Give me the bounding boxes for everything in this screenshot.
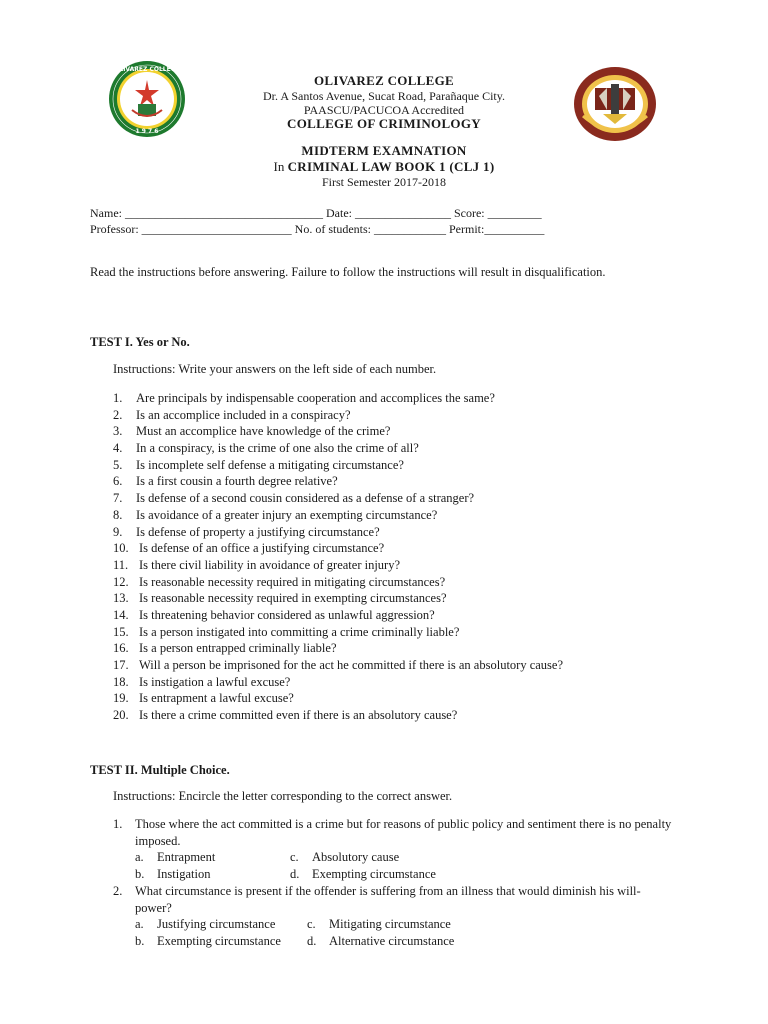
question-text: Will a person be imprisoned for the act he committed if there is an absolutory cause? [139, 658, 564, 672]
general-instructions: Read the instructions before answering. Failure to follow the instructions will result in disqualification. [90, 265, 606, 279]
test2-question [113, 816, 683, 883]
test1-question [113, 390, 563, 407]
test1-question [113, 540, 563, 557]
answer-choice[interactable] [135, 933, 307, 950]
question-number: 5. [113, 457, 123, 472]
test1-question [113, 524, 563, 541]
test1-question [113, 457, 563, 474]
accreditation: PAASCU/PACUCOA Accredited [303, 103, 465, 117]
question-number: 9. [113, 524, 123, 539]
question-text: Is instigation a lawful excuse? [139, 674, 291, 689]
choice-text: Alternative circumstance [329, 933, 455, 948]
question-number: 3. [113, 424, 123, 439]
question-number: 8. [113, 507, 123, 522]
test2-question-list [113, 816, 683, 950]
question-text: Are principals by indispensable cooperation and accomplices the same? [136, 391, 495, 405]
svg-text:1 9 7 6: 1 9 7 6 [135, 128, 159, 135]
question-number: 14. [113, 607, 129, 622]
semester: First Semester 2017-2018 [322, 175, 446, 189]
question-text: Is avoidance of a greater injury an exempting circumstance? [136, 507, 438, 522]
test1-question [113, 507, 563, 524]
test1-question [113, 473, 563, 490]
question-number: 2. [113, 407, 123, 422]
question-text: Is threatening behavior considered as unlawful aggression? [139, 607, 435, 622]
answer-choice[interactable] [307, 916, 517, 933]
question-text: Is a person instigated into committing a crime criminally liable? [139, 624, 460, 639]
college-name: OLIVAREZ COLLEGE [313, 73, 455, 88]
student-info-line: Name: _________________________________ Date: ________________ Score: _________ [90, 206, 542, 220]
question-number: 2. [113, 883, 123, 898]
test1-question [113, 690, 563, 707]
test1-question [113, 674, 563, 691]
test1-instructions: Instructions: Write your answers on the left side of each number. [113, 362, 437, 376]
choice-letter: b. [135, 933, 145, 948]
answer-choice[interactable] [290, 866, 500, 883]
test1-question [113, 640, 563, 657]
test1-title: TEST I. Yes or No. [90, 335, 190, 349]
test1-question [113, 407, 563, 424]
choice-letter: c. [307, 917, 316, 932]
choice-text: Justifying circumstance [157, 917, 276, 932]
choice-letter: d. [290, 867, 300, 882]
question-number: 6. [113, 474, 123, 489]
answer-choices [135, 849, 683, 882]
question-text: Is there civil liability in avoidance of greater injury? [139, 557, 401, 572]
answer-choices [135, 916, 683, 949]
question-text: Must an accomplice have knowledge of the crime? [136, 424, 391, 439]
olivarez-college-seal-logo [108, 60, 186, 138]
question-number: 13. [113, 591, 129, 606]
question-number: 20. [113, 708, 129, 723]
test2-title: TEST II. Multiple Choice. [90, 763, 230, 777]
choice-letter: c. [290, 850, 299, 865]
test1-question [113, 707, 563, 724]
test1-question [113, 557, 563, 574]
choice-text: Absolutory cause [312, 850, 400, 865]
question-text: Is reasonable necessity required in mitigating circumstances? [139, 574, 446, 589]
test1-question [113, 574, 563, 591]
test1-question [113, 624, 563, 641]
choice-letter: b. [135, 867, 145, 882]
test2-question [113, 883, 683, 950]
test1-question [113, 657, 563, 674]
answer-choice[interactable] [307, 933, 517, 950]
choice-text: Entrapment [157, 850, 216, 865]
question-number: 4. [113, 441, 123, 456]
question-text: Is there a crime committed even if there is an absolutory cause? [139, 708, 458, 723]
question-text: Is an accomplice included in a conspiracy? [136, 407, 351, 422]
exam-title: MIDTERM EXAMNATION [301, 143, 467, 158]
professor-info-line: Professor: _________________________ No. of students: ____________ Permit:__________ [90, 222, 545, 236]
question-number: 1. [113, 391, 123, 405]
subject-prefix: In [273, 159, 285, 174]
choice-letter: a. [135, 917, 144, 932]
question-text: Is incomplete self defense a mitigating circumstance? [136, 457, 404, 472]
test1-question [113, 423, 563, 440]
question-number: 18. [113, 674, 129, 689]
question-text: Is a first cousin a fourth degree relative? [136, 474, 338, 489]
question-text: What circumstance is present if the offender is suffering from an illness that would diminish his will-power? [135, 883, 641, 915]
choice-text: Exempting circumstance [312, 867, 436, 882]
test1-question-list [113, 390, 563, 724]
question-text: Is defense of a second cousin considered as a defense of a stranger? [136, 491, 475, 506]
choice-text: Exempting circumstance [157, 933, 281, 948]
test2-instructions: Instructions: Encircle the letter corresponding to the correct answer. [113, 789, 453, 803]
answer-choice[interactable] [290, 849, 500, 866]
test1-question [113, 590, 563, 607]
question-text: Is reasonable necessity required in exempting circumstances? [139, 591, 447, 606]
question-number: 19. [113, 691, 129, 706]
choice-letter: a. [135, 850, 144, 865]
question-text: Is defense of an office a justifying circumstance? [139, 541, 385, 556]
question-number: 12. [113, 574, 129, 589]
question-number: 17. [113, 658, 129, 672]
question-text: Is defense of property a justifying circumstance? [136, 524, 380, 539]
test1-question [113, 607, 563, 624]
department-name: COLLEGE OF CRIMINOLOGY [287, 116, 481, 131]
question-number: 11. [113, 557, 129, 572]
question-number: 16. [113, 641, 129, 656]
question-text: Is entrapment a lawful excuse? [139, 691, 294, 706]
college-address: Dr. A Santos Avenue, Sucat Road, Parañaque City. [263, 89, 505, 103]
choice-text: Mitigating circumstance [329, 917, 451, 932]
question-number: 1. [113, 817, 123, 831]
svg-text:OLIVAREZ COLLEGE: OLIVAREZ COLLEGE [114, 66, 180, 73]
test1-question [113, 440, 563, 457]
question-text: Is a person entrapped criminally liable? [139, 641, 337, 656]
question-text: Those where the act committed is a crime but for reasons of public policy and sentiment there is no penalty imposed. [135, 817, 672, 848]
choice-text: Instigation [157, 867, 211, 882]
test1-question [113, 490, 563, 507]
answer-choice[interactable] [135, 849, 290, 866]
college-of-criminology-seal-logo [573, 66, 657, 142]
subject-line [200, 159, 568, 175]
subject-title: CRIMINAL LAW BOOK 1 (CLJ 1) [287, 159, 495, 174]
question-number: 10. [113, 541, 129, 556]
question-text: In a conspiracy, is the crime of one also the crime of all? [136, 441, 419, 456]
question-number: 15. [113, 624, 129, 639]
answer-choice[interactable] [135, 866, 290, 883]
question-number: 7. [113, 491, 123, 506]
answer-choice[interactable] [135, 916, 307, 933]
choice-letter: d. [307, 933, 317, 948]
